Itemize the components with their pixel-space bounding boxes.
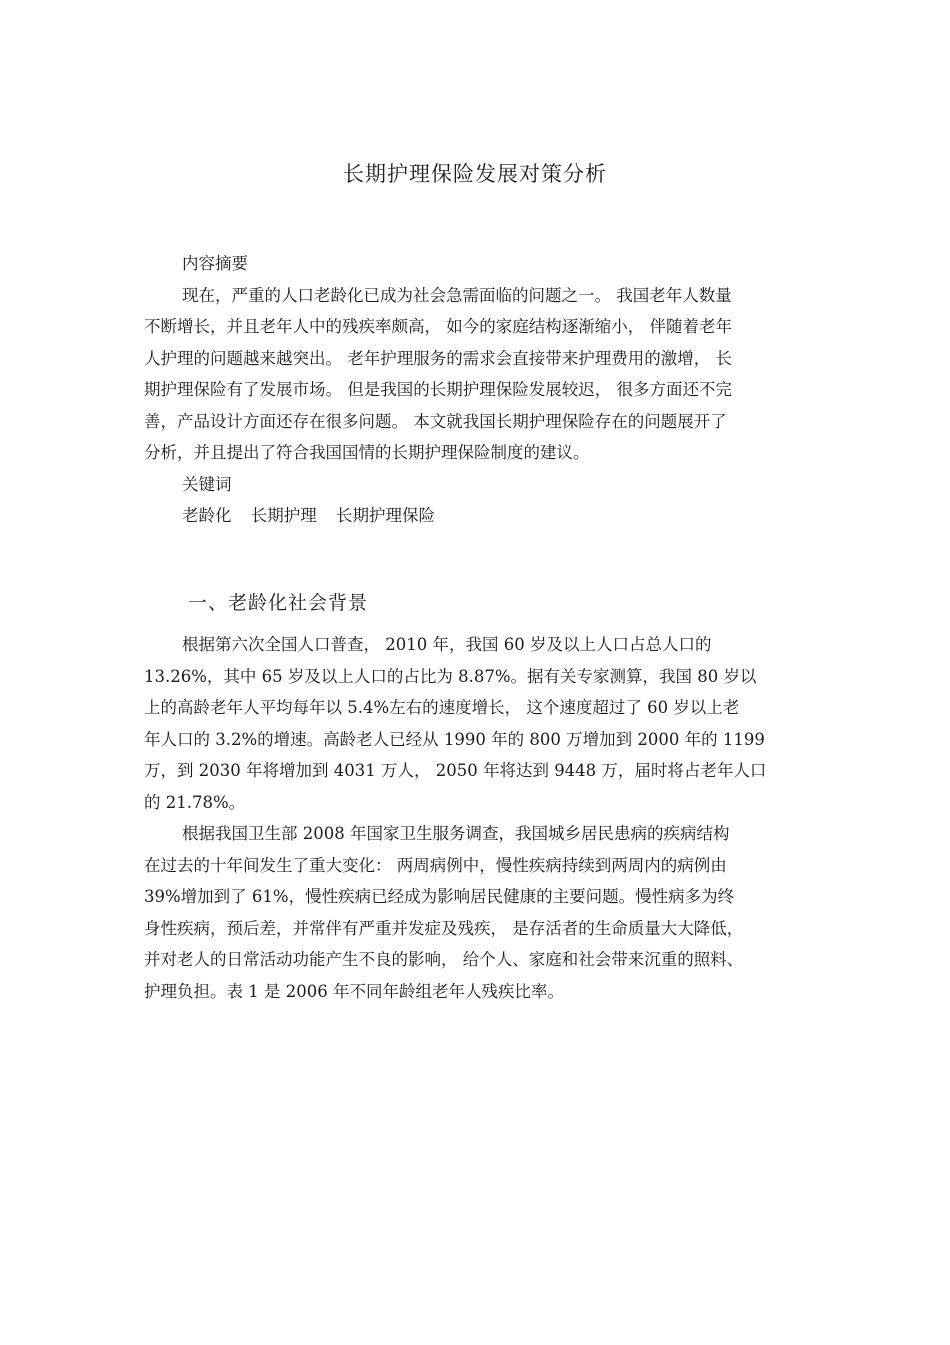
paragraph-line: 万，到 2030 年将增加到 4031 万人， 2050 年将达到 9448 万，届时将占老年人口 xyxy=(144,761,767,780)
abstract-label: 内容摘要 xyxy=(182,254,248,273)
paragraph-line: 身性疾病，预后差，并常伴有严重并发症及残疾， 是存活者的生命质量大大降低， xyxy=(144,918,744,938)
document-title: 长期护理保险发展对策分析 xyxy=(343,162,607,186)
keyword: 老龄化 xyxy=(182,506,232,525)
keyword: 长期护理 xyxy=(250,506,317,525)
paragraph-line: 护理负担。表 1 是 2006 年不同年龄组老年人残疾比率。 xyxy=(144,981,564,1001)
paragraph-line: 的 21.78%。 xyxy=(144,792,246,812)
paragraph-line: 年人口的 3.2%的增速。高龄老人已经从 1990 年的 800 万增加到 2000 年的 1199 xyxy=(144,729,765,749)
paragraph-line: 并对老人的日常活动功能产生不良的影响， 给个人、家庭和社会带来沉重的照料、 xyxy=(144,950,744,969)
abstract-line: 人护理的问题越来越突出。 老年护理服务的需求会直接带来护理费用的激增， 长 xyxy=(144,348,732,368)
abstract-line: 期护理保险有了发展市场。 但是我国的长期护理保险发展较迟， 很多方面还不完 xyxy=(144,380,732,399)
abstract-line: 现在，严重的人口老龄化已成为社会急需面临的问题之一。 我国老年人数量 xyxy=(182,285,732,305)
keywords-label: 关键词 xyxy=(182,474,232,494)
paragraph-line: 根据我国卫生部 2008 年国家卫生服务调查，我国城乡居民患病的疾病结构 xyxy=(182,824,730,843)
keyword: 长期护理保险 xyxy=(336,506,435,525)
section-body xyxy=(144,629,810,1007)
paragraph-line: 39%增加到了 61%，慢性疾病已经成为影响居民健康的主要问题。慢性病多为终 xyxy=(144,887,735,906)
paragraph-line: 根据第六次全国人口普查， 2010 年，我国 60 岁及以上人口占总人口的 xyxy=(182,635,712,654)
paragraph-line: 上的高龄老年人平均每年以 5.4%左右的速度增长， 这个速度超过了 60 岁以上老 xyxy=(144,698,740,717)
abstract-line: 不断增长，并且老年人中的残疾率颇高， 如今的家庭结构逐渐缩小， 伴随着老年 xyxy=(144,317,732,336)
paragraph-line: 13.26%，其中 65 岁及以上人口的占比为 8.87%。据有关专家测算，我国 80 岁以 xyxy=(144,666,757,686)
abstract-section xyxy=(144,248,810,532)
abstract-line: 分析，并且提出了符合我国国情的长期护理保险制度的建议。 xyxy=(144,443,590,462)
abstract-line: 善，产品设计方面还存在很多问题。 本文就我国长期护理保险存在的问题展开了 xyxy=(144,411,727,431)
section-heading: 一、老龄化社会背景 xyxy=(188,592,369,614)
paragraph-line: 在过去的十年间发生了重大变化： 两周病例中，慢性疾病持续到两周内的病例由 xyxy=(144,855,727,875)
keywords-list xyxy=(144,500,810,532)
